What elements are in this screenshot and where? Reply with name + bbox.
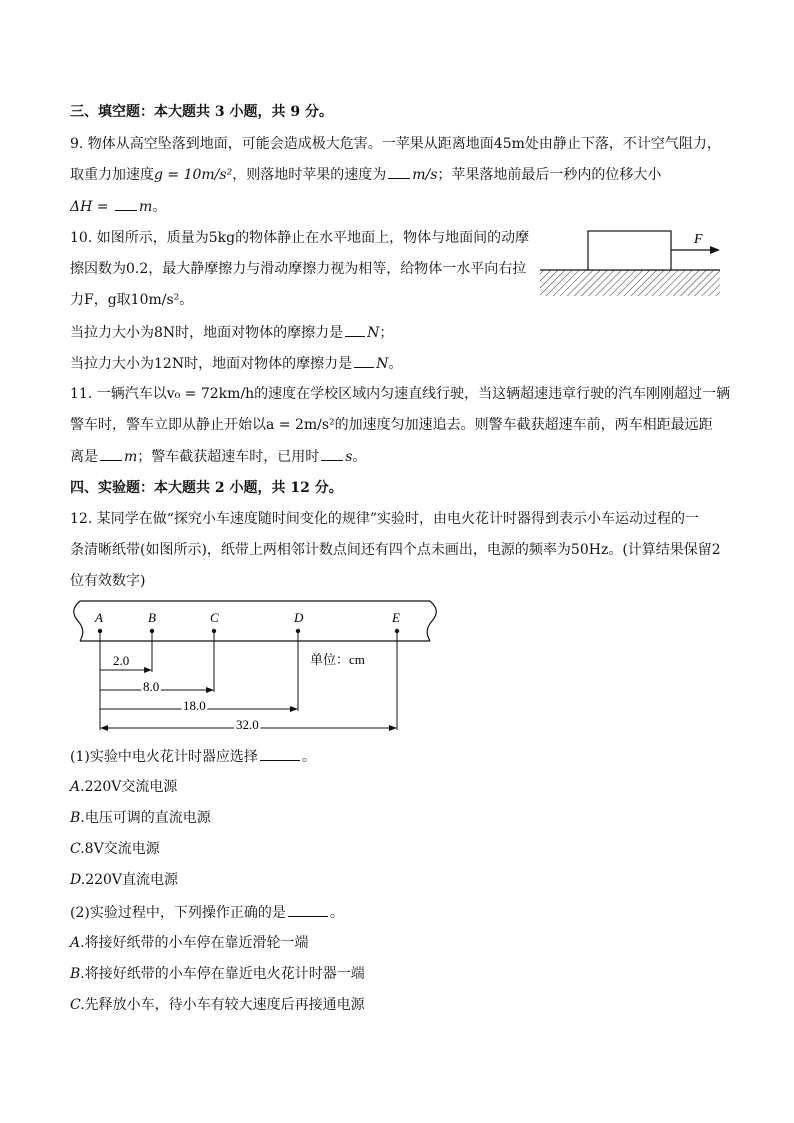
dim-arrowhead (144, 667, 152, 673)
dim-label-ad: 18.0 (183, 698, 206, 713)
q12-sub1-end: 。 (301, 749, 316, 765)
q11-unit: m (124, 449, 138, 465)
point-label-b: B (148, 610, 156, 625)
dim-arrowhead (389, 725, 397, 731)
q10-line-5 (70, 353, 402, 374)
answer-blank[interactable] (354, 353, 374, 368)
option-b[interactable] (70, 964, 365, 984)
q11-line-2: 警车时，警车立即从静止开始以a = 2m/s²的加速度匀加速追去。则警车截获超速车前，两车相距最远距 (70, 417, 713, 433)
option-text: 8V交流电源 (84, 841, 160, 857)
option-letter: B. (70, 966, 85, 982)
q11-text: 离是 (70, 449, 98, 465)
point-label-a: A (95, 610, 103, 625)
q9-text: 。 (152, 199, 167, 215)
dim-label-ae: 32.0 (236, 717, 259, 732)
q10-line-4 (70, 322, 393, 343)
option-c[interactable] (70, 839, 160, 859)
answer-blank[interactable] (100, 446, 122, 461)
option-letter: B. (70, 810, 85, 826)
q9-formula: ΔH = (70, 199, 113, 215)
option-text: 电压可调的直流电源 (84, 810, 211, 826)
q12-sub2-question (70, 902, 344, 923)
point-label-e: E (392, 610, 400, 625)
q12-sub1-text: (1)实验中电火花计时器应选择 (70, 749, 258, 765)
q12-sub2-text: (2)实验过程中，下列操作正确的是 (70, 905, 286, 921)
q12-line-1: 12. 某同学在做“探究小车速度随时间变化的规律”实验时，由电火花计时器得到表示小车运动过程的一 (70, 511, 700, 527)
q9-unit: m (138, 199, 153, 215)
q12-sub2-end: 。 (329, 905, 344, 921)
q9-line-3 (70, 196, 166, 217)
force-arrowhead (710, 246, 720, 254)
option-b[interactable] (70, 808, 211, 828)
option-text: 将接好纸带的小车停在靠近电火花计时器一端 (84, 966, 365, 982)
q9-line-1: 9. 物体从高空坠落到地面，可能会造成极大危害。一苹果从距离地面45m处由静止下落，不计空气阻力， (70, 136, 721, 152)
block-force-diagram (538, 226, 728, 300)
force-label: F (694, 232, 703, 247)
q10-text: 当拉力大小为12N时，地面对物体的摩擦力是 (70, 356, 353, 372)
option-letter: A. (70, 779, 85, 795)
q11-text: 。 (352, 449, 367, 465)
option-d[interactable] (70, 870, 178, 890)
option-letter: D. (70, 872, 86, 888)
tape-right-end (427, 601, 436, 641)
q10-unit: N (376, 356, 389, 372)
answer-blank[interactable] (288, 902, 328, 917)
dim-arrowhead (100, 725, 108, 731)
tape-left-end (74, 601, 83, 641)
section-3-heading: 三、填空题：本大题共 3 小题，共 9 分。 (70, 104, 333, 120)
option-text: 先释放小车，待小车有较大速度后再接通电源 (84, 997, 365, 1013)
option-letter: A. (70, 935, 85, 951)
q9-line-2 (70, 164, 661, 185)
point-label-d: D (294, 610, 304, 625)
option-text: 220V直流电源 (85, 872, 179, 888)
q12-line-2: 条清晰纸带(如图所示)，纸带上两相邻计数点间还有四个点未画出，电源的频率为50Hz。(计算结果保留2 (70, 542, 721, 558)
block (588, 231, 671, 270)
q11-line-1: 11. 一辆汽车以v₀ = 72km/h的速度在学校区域内匀速直线行驶，当这辆超速违章行驶的汽车刚刚超过一辆 (70, 386, 731, 402)
q11-line-3 (70, 446, 366, 467)
option-letter: C. (70, 841, 85, 857)
option-a[interactable] (70, 933, 309, 953)
q11-text: ；警车截获超速车时，已用时 (137, 449, 320, 465)
option-letter: C. (70, 997, 85, 1013)
point-label-c: C (210, 610, 219, 625)
q10-unit: N (367, 325, 380, 341)
dim-label-ab: 2.0 (113, 653, 130, 668)
answer-blank[interactable] (345, 322, 365, 337)
option-a[interactable] (70, 777, 177, 797)
q10-text: 当拉力大小为8N时，地面对物体的摩擦力是 (70, 325, 344, 341)
q11-unit: s (345, 449, 353, 465)
q12-sub1-question (70, 746, 316, 767)
q10-line-3: 力F，g取10m/s²。 (70, 292, 194, 308)
option-text: 将接好纸带的小车停在靠近滑轮一端 (84, 935, 309, 951)
dim-arrowhead (290, 706, 298, 712)
q9-text: ；苹果落地前最后一秒内的位移大小 (437, 167, 662, 183)
q12-line-3: 位有效数字) (70, 573, 146, 589)
q10-text: ； (379, 325, 394, 341)
q10-line-2: 擦因数为0.2，最大静摩擦力与滑动摩擦力视为相等，给物体一水平向右拉 (70, 261, 527, 277)
ground-hatch (540, 270, 720, 296)
q9-text: 取重力加速度 (70, 167, 154, 183)
section-4-heading: 四、实验题：本大题共 2 小题，共 12 分。 (70, 480, 343, 496)
dim-arrowhead (206, 687, 214, 693)
dim-label-ac: 8.0 (143, 679, 160, 694)
option-c[interactable] (70, 995, 365, 1015)
q10-line-1: 10. 如图所示，质量为5kg的物体静止在水平地面上，物体与地面间的动摩 (70, 230, 530, 246)
q9-formula: g = 10m/s² (154, 167, 233, 183)
q9-unit: m/s (412, 167, 438, 183)
answer-blank[interactable] (115, 196, 137, 211)
answer-blank[interactable] (260, 746, 300, 761)
paper-tape-diagram (68, 596, 440, 738)
answer-blank[interactable] (388, 164, 410, 179)
option-text: 220V交流电源 (84, 779, 178, 795)
q10-text: 。 (388, 356, 403, 372)
q9-text: ，则落地时苹果的速度为 (232, 167, 387, 183)
unit-label: 单位：cm (310, 652, 365, 667)
answer-blank[interactable] (321, 446, 343, 461)
